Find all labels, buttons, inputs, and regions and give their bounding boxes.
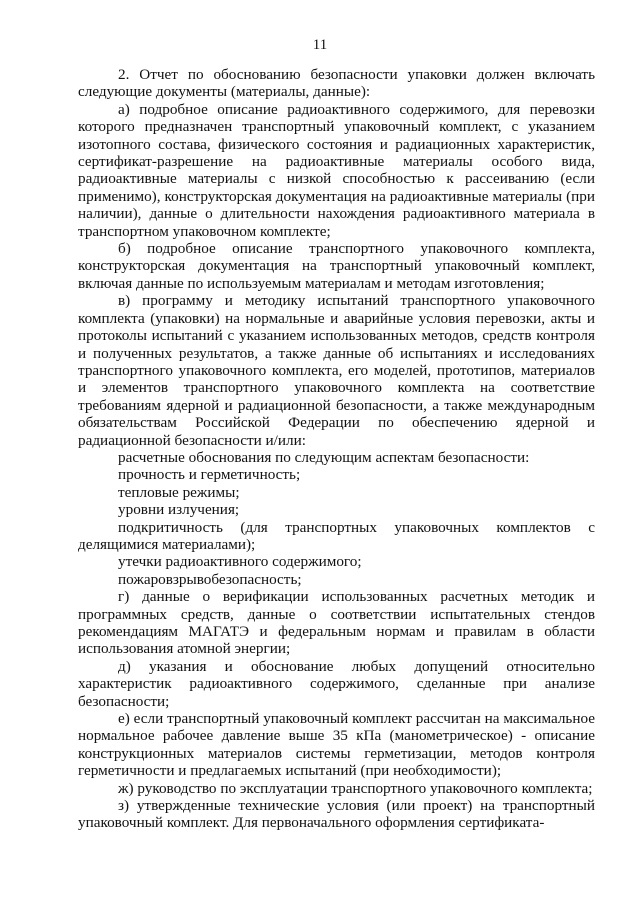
list-item-strength: прочность и герметичность; [118,466,301,484]
paragraph-item-v: в) программу и методику испытаний транспортного упаковочного комплекта (упаковки) на нормальные и аварийные условия перевозки, акты и протоколы испытаний с указанием использованных методов, средств контроля и полученных результатов, а также данные об испытаниях и исследованиях транспортного упаковочного комплекта, его моделей, прототипов, материалов и элементов транспортного упаковочного комплекта на соответствие требованиям ядерной и радиационной безопасности, а также международным обязательствам Российской Федерации по обеспечению ядерной и радиационной безопасности и/или: [78,292,595,449]
paragraph-item-zh: ж) руководство по эксплуатации транспортного упаковочного комплекта; [118,779,593,797]
paragraph-item-a: а) подробное описание радиоактивного содержимого, для перевозки которого предназначен транспортный упаковочный комплект, с указанием изотопного состава, физического состояния и радиационных характеристик, сертификат-разрешение на радиоактивные материалы особого вида, радиоактивные материалы с низкой способностью к рассеиванию (если применимо), конструкторская документация на радиоактивные материалы (при наличии), данные о длительности нахождения радиоактивного материала в транспортном упаковочном комплекте; [78,100,595,240]
list-item-fire-safety: пожаровзрывобезопасность; [118,570,302,588]
paragraph-item-b: б) подробное описание транспортного упаковочного комплекта, конструкторская документация на транспортный упаковочный комплект, включая данные по используемым материалам и методам изготовления; [78,240,595,292]
paragraph-item-g: г) данные о верификации использованных расчетных методик и программных средств, данные о соответствии испытательных стендов рекомендациям МАГАТЭ и федеральным нормам и правилам в области использования атомной энергии; [78,588,595,658]
list-item-leakage: утечки радиоактивного содержимого; [118,553,362,571]
paragraph-item-z: з) утвержденные технические условия (или проект) на транспортный упаковочный комплект. Для первоначального оформления сертификата- [78,797,595,832]
list-item-radiation: уровни излучения; [118,501,240,519]
paragraph-item-d: д) указания и обоснование любых допущений относительно характеристик радиоактивного содержимого, сделанные при анализе безопасности; [78,657,595,710]
document-body [78,66,595,832]
list-item-thermal: тепловые режимы; [118,483,240,501]
list-item-subcriticality: подкритичность (для транспортных упаковочных комплектов с делящимися материалами); [78,518,595,553]
paragraph-item-e: е) если транспортный упаковочный комплект рассчитан на максимальное нормальное рабочее давление выше 35 кПа (манометрическое) - описание конструкционных материалов системы герметизации, методов контроля герметичности и предлагаемых испытаний (при необходимости); [78,710,595,780]
paragraph-intro: 2. Отчет по обоснованию безопасности упаковки должен включать следующие документы (материалы, данные): [78,66,595,101]
paragraph-calc-aspects: расчетные обоснования по следующим аспектам безопасности: [118,448,530,466]
page-number: 11 [312,37,328,53]
